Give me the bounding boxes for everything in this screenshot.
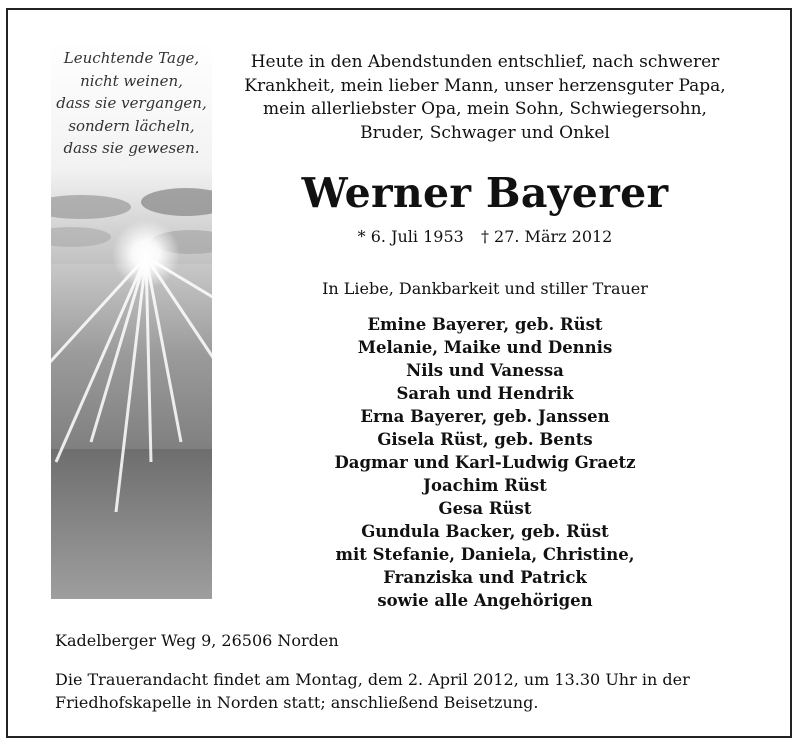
poem-line: Leuchtende Tage,	[63, 49, 200, 67]
mourner: Sarah und Hendrik	[396, 384, 574, 403]
mourner: Emine Bayerer, geb. Rüst	[367, 315, 603, 334]
mourner: Joachim Rüst	[423, 476, 547, 495]
mourner: Gisela Rüst, geb. Bents	[377, 430, 593, 449]
birth-date: * 6. Juli 1953	[357, 227, 464, 246]
mourner: sowie alle Angehörigen	[377, 591, 593, 610]
service-line: Die Trauerandacht findet am Montag, dem 2. April 2012, um 13.30 Uhr in der	[55, 670, 690, 689]
mourner: Dagmar und Karl-Ludwig Graetz	[334, 453, 636, 472]
mourners-list	[232, 313, 738, 612]
service-info	[55, 668, 755, 714]
mourner: Gesa Rüst	[438, 499, 532, 518]
poem-line: dass sie vergangen,	[56, 94, 207, 112]
poem-line: nicht weinen,	[80, 71, 183, 90]
mourner: Franziska und Patrick	[383, 568, 587, 587]
mourner: mit Stefanie, Daniela, Christine,	[335, 545, 635, 564]
family-address: Kadelberger Weg 9, 26506 Norden	[55, 631, 339, 650]
intro-line: mein allerliebster Opa, mein Sohn, Schwiegersohn,	[263, 99, 707, 119]
deceased-name: Werner Bayerer	[301, 169, 669, 217]
intro-line: Heute in den Abendstunden entschlief, nach schwerer	[250, 52, 720, 72]
poem	[51, 47, 212, 160]
mourner: Melanie, Maike und Dennis	[357, 338, 613, 357]
mourner: Erna Bayerer, geb. Janssen	[360, 407, 610, 426]
poem-line: dass sie gewesen.	[63, 139, 200, 157]
mourner: Nils und Vanessa	[406, 361, 564, 380]
intro-line: Bruder, Schwager und Onkel	[360, 122, 610, 143]
life-dates	[232, 226, 738, 248]
mourner: Gundula Backer, geb. Rüst	[361, 522, 609, 541]
dedication: In Liebe, Dankbarkeit und stiller Trauer	[322, 279, 648, 298]
intro-text	[232, 51, 738, 145]
intro-line: Krankheit, mein lieber Mann, unser herzensguter Papa,	[244, 75, 726, 96]
poem-line: sondern lächeln,	[68, 116, 195, 135]
death-date: † 27. März 2012	[480, 227, 613, 246]
service-line: Friedhofskapelle in Norden statt; anschließend Beisetzung.	[55, 693, 539, 712]
